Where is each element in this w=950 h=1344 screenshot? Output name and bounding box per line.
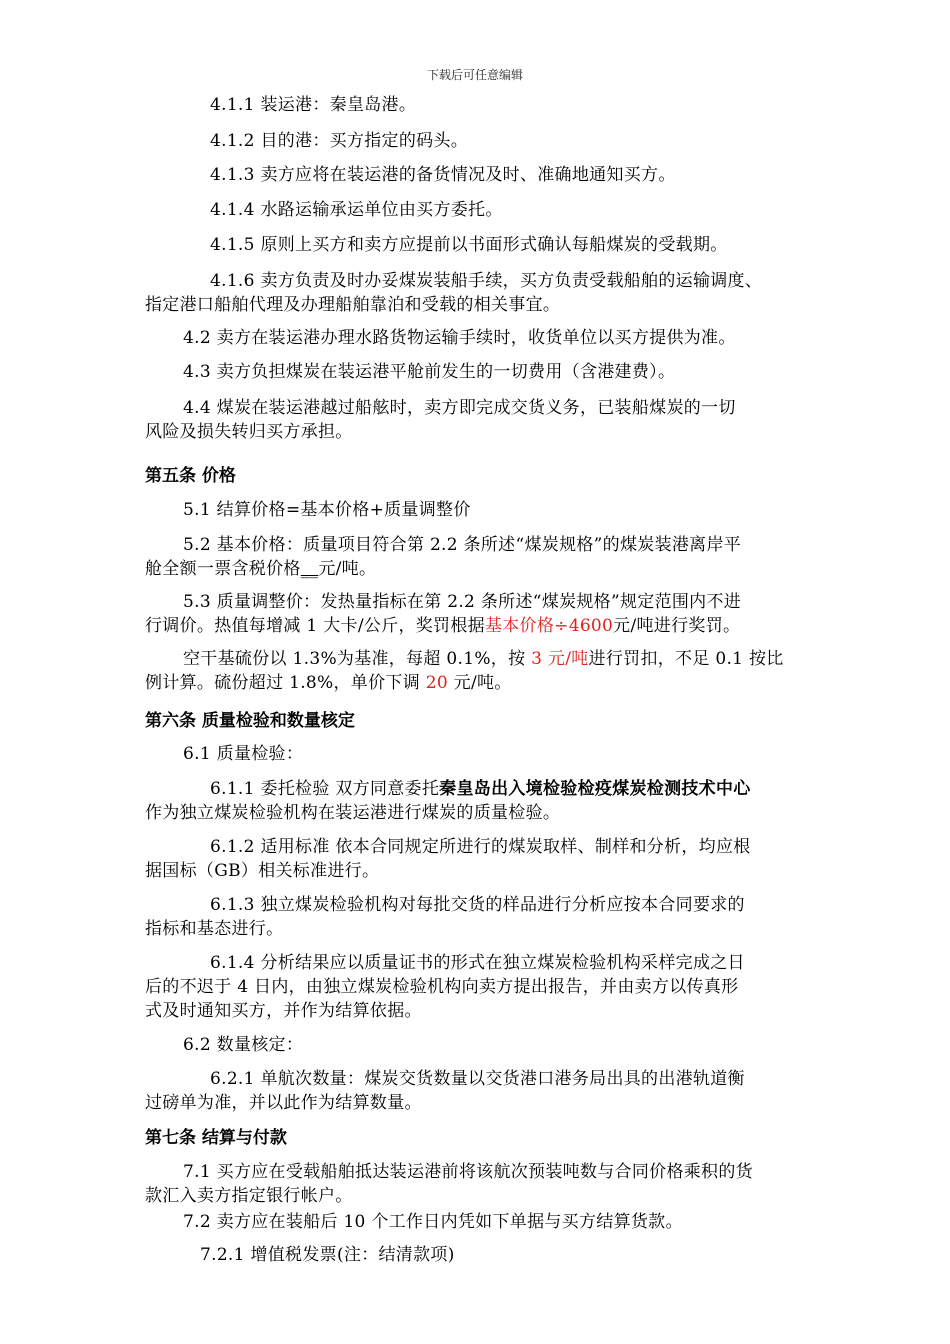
clause-4-1-1: 4.1.1 装运港：秦皇岛港。 — [210, 95, 417, 115]
clause-6-1-1-line1 — [210, 778, 751, 800]
clause-6-2: 6.2 数量核定： — [183, 1035, 304, 1055]
price-blank: __ — [300, 559, 319, 579]
clause-7-1-line2: 款汇入卖方指定银行帐户。 — [145, 1186, 353, 1206]
sulfur-clause-line2-end: 元/吨。 — [447, 673, 512, 693]
clause-5-3-line2 — [145, 615, 740, 637]
clause-6-1-4-line1: 6.1.4 分析结果应以质量证书的形式在独立煤炭检验机构采样完成之日 — [210, 953, 745, 973]
section-5-heading: 第五条 价格 — [145, 466, 236, 486]
clause-6-1-2-line2: 据国标（GB）相关标准进行。 — [145, 861, 380, 881]
sulfur-clause-line2-text: 例计算。硫份超过 1.8%，单价下调 — [145, 673, 426, 693]
clause-6-1-4-line2: 后的不迟于 4 日内，由独立煤炭检验机构向卖方提出报告，并由卖方以传真形 — [145, 977, 739, 997]
clause-5-2-line2-unit: 元/吨。 — [318, 559, 377, 579]
clause-6-1-2-line1: 6.1.2 适用标准 依本合同规定所进行的煤炭取样、制样和分析，均应根 — [210, 837, 751, 857]
clause-6-2-1-line1: 6.2.1 单航次数量：煤炭交货数量以交货港口港务局出具的出港轨道衡 — [210, 1069, 745, 1089]
sulfur-clause-text: 空干基硫份以 1.3%为基准，每超 0.1%，按 — [183, 649, 532, 669]
clause-5-3-line1: 5.3 质量调整价：发热量指标在第 2.2 条所述“煤炭规格”规定范围内不进 — [183, 592, 742, 612]
clause-4-1-4: 4.1.4 水路运输承运单位由买方委托。 — [210, 200, 503, 220]
clause-6-1-4-line3: 式及时通知买方，并作为结算依据。 — [145, 1001, 422, 1021]
clause-7-2-1: 7.2.1 增值税发票(注：结清款项) — [200, 1245, 455, 1265]
clause-7-2: 7.2 卖方应在装船后 10 个工作日内凭如下单据与买方结算货款。 — [183, 1212, 683, 1232]
clause-4-4-line2: 风险及损失转归买方承担。 — [145, 422, 353, 442]
clause-4-1-3: 4.1.3 卖方应将在装运港的备货情况及时、准确地通知买方。 — [210, 165, 676, 185]
sulfur-clause-line2 — [145, 672, 512, 694]
clause-5-1: 5.1 结算价格=基本价格+质量调整价 — [183, 500, 471, 520]
sulfur-penalty-rate: 3 元/吨 — [531, 649, 589, 669]
sulfur-clause-line1 — [183, 648, 784, 670]
heat-adjust-formula: 基本价格÷4600 — [484, 616, 614, 636]
clause-4-1-6-line1: 4.1.6 卖方负责及时办妥煤炭装船手续，买方负责受载船舶的运输调度、 — [210, 271, 763, 291]
clause-6-2-1-line2: 过磅单为准，并以此作为结算数量。 — [145, 1093, 422, 1113]
section-6-heading: 第六条 质量检验和数量核定 — [145, 711, 355, 731]
inspection-agency: 秦皇岛出入境检验检疫煤炭检测技术中心 — [439, 779, 751, 799]
clause-5-2-line1: 5.2 基本价格：质量项目符合第 2.2 条所述“煤炭规格”的煤炭装港离岸平 — [183, 535, 742, 555]
clause-4-1-5: 4.1.5 原则上买方和卖方应提前以书面形式确认每船煤炭的受载期。 — [210, 235, 728, 255]
sulfur-clause-end: 进行罚扣，不足 0.1 按比 — [588, 649, 784, 669]
clause-4-1-2: 4.1.2 目的港：买方指定的码头。 — [210, 131, 469, 151]
section-7-heading: 第七条 结算与付款 — [145, 1128, 287, 1148]
clause-6-1: 6.1 质量检验： — [183, 744, 304, 764]
clause-4-2: 4.2 卖方在装运港办理水路货物运输手续时，收货单位以买方提供为准。 — [183, 328, 736, 348]
clause-6-1-3-line2: 指标和基态进行。 — [145, 919, 284, 939]
clause-7-1-line1: 7.1 买方应在受载船舶抵达装运港前将该航次预装吨数与合同价格乘积的货 — [183, 1162, 753, 1182]
clause-6-1-3-line1: 6.1.3 独立煤炭检验机构对每批交货的样品进行分析应按本合同要求的 — [210, 895, 745, 915]
clause-5-3-line2-text: 行调价。热值每增减 1 大卡/公斤，奖罚根据 — [145, 616, 485, 636]
clause-5-2-line2 — [145, 558, 376, 580]
clause-4-4-line1: 4.4 煤炭在装运港越过船舷时，卖方即完成交货义务，已装船煤炭的一切 — [183, 398, 736, 418]
clause-5-3-line2-end: 元/吨进行奖罚。 — [613, 616, 741, 636]
clause-4-3: 4.3 卖方负担煤炭在装运港平舱前发生的一切费用（含港建费）。 — [183, 362, 676, 382]
clause-6-1-1-line2: 作为独立煤炭检验机构在装运港进行煤炭的质量检验。 — [145, 803, 561, 823]
price-reduction-value: 20 — [425, 673, 448, 693]
page-header: 下载后可任意编辑 — [426, 68, 523, 82]
clause-6-1-1-text: 6.1.1 委托检验 双方同意委托 — [210, 779, 440, 799]
clause-4-1-6-line2: 指定港口船舶代理及办理船舶靠泊和受载的相关事宜。 — [145, 295, 561, 315]
clause-5-2-line2-text: 舱全额一票含税价格 — [145, 559, 301, 579]
